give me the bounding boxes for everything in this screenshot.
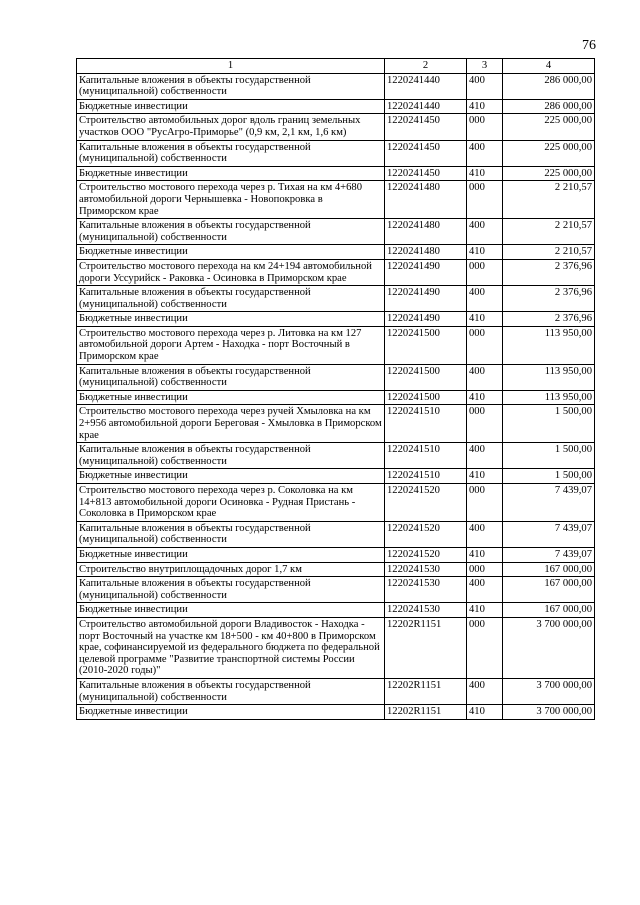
table-row xyxy=(77,705,595,720)
expense-name: Капитальные вложения в объекты государственной (муниципальной) собственности xyxy=(77,577,385,603)
amount: 113 950,00 xyxy=(503,326,595,364)
expense-type: 400 xyxy=(467,219,503,245)
table-row xyxy=(77,286,595,312)
table-row xyxy=(77,245,595,260)
column-header: 2 xyxy=(385,59,467,74)
target-code: 1220241510 xyxy=(385,469,467,484)
amount: 2 376,96 xyxy=(503,259,595,285)
table-row xyxy=(77,484,595,522)
table-row xyxy=(77,562,595,577)
expense-type: 410 xyxy=(467,312,503,327)
target-code: 12202R1151 xyxy=(385,678,467,704)
expense-name: Капитальные вложения в объекты государственной (муниципальной) собственности xyxy=(77,140,385,166)
expense-type: 000 xyxy=(467,326,503,364)
target-code: 1220241490 xyxy=(385,259,467,285)
target-code: 1220241500 xyxy=(385,364,467,390)
column-header: 4 xyxy=(503,59,595,74)
expense-name: Строительство мостового перехода через р. Литовка на км 127 автомобильной дороги Артем - Находка - порт Восточный в Приморском крае xyxy=(77,326,385,364)
expense-name: Капитальные вложения в объекты государственной (муниципальной) собственности xyxy=(77,521,385,547)
amount: 3 700 000,00 xyxy=(503,617,595,678)
expense-type: 000 xyxy=(467,181,503,219)
expense-type: 400 xyxy=(467,521,503,547)
table-row xyxy=(77,312,595,327)
amount: 167 000,00 xyxy=(503,577,595,603)
expense-type: 400 xyxy=(467,73,503,99)
expense-name: Строительство внутриплощадочных дорог 1,7 км xyxy=(77,562,385,577)
expense-type: 400 xyxy=(467,443,503,469)
expense-name: Капитальные вложения в объекты государственной (муниципальной) собственности xyxy=(77,364,385,390)
amount: 225 000,00 xyxy=(503,114,595,140)
expense-name: Строительство автомобильных дорог вдоль границ земельных участков ООО "РусАгро-Приморье" (0,9 км, 2,1 км, 1,6 км) xyxy=(77,114,385,140)
target-code: 1220241450 xyxy=(385,114,467,140)
amount: 2 376,96 xyxy=(503,286,595,312)
expense-name: Капитальные вложения в объекты государственной (муниципальной) собственности xyxy=(77,73,385,99)
target-code: 1220241530 xyxy=(385,577,467,603)
table-row xyxy=(77,443,595,469)
expense-name: Бюджетные инвестиции xyxy=(77,166,385,181)
expense-type: 410 xyxy=(467,547,503,562)
target-code: 1220241500 xyxy=(385,326,467,364)
target-code: 1220241450 xyxy=(385,140,467,166)
target-code: 1220241440 xyxy=(385,73,467,99)
table-row xyxy=(77,577,595,603)
expense-name: Капитальные вложения в объекты государственной (муниципальной) собственности xyxy=(77,219,385,245)
expense-type: 410 xyxy=(467,603,503,618)
table-row xyxy=(77,219,595,245)
amount: 286 000,00 xyxy=(503,99,595,114)
target-code: 1220241490 xyxy=(385,312,467,327)
amount: 2 210,57 xyxy=(503,181,595,219)
amount: 3 700 000,00 xyxy=(503,705,595,720)
table-row xyxy=(77,547,595,562)
amount: 3 700 000,00 xyxy=(503,678,595,704)
target-code: 1220241490 xyxy=(385,286,467,312)
amount: 225 000,00 xyxy=(503,166,595,181)
table-row xyxy=(77,73,595,99)
target-code: 1220241520 xyxy=(385,484,467,522)
table-row xyxy=(77,181,595,219)
expense-type: 400 xyxy=(467,678,503,704)
column-header: 3 xyxy=(467,59,503,74)
expense-name: Строительство мостового перехода через р. Тихая на км 4+680 автомобильной дороги Чернышевка - Новопокровка в Приморском крае xyxy=(77,181,385,219)
expense-type: 400 xyxy=(467,364,503,390)
amount: 1 500,00 xyxy=(503,405,595,443)
expense-type: 400 xyxy=(467,140,503,166)
table-row xyxy=(77,259,595,285)
table-row xyxy=(77,99,595,114)
amount: 7 439,07 xyxy=(503,521,595,547)
target-code: 1220241530 xyxy=(385,603,467,618)
table-row xyxy=(77,678,595,704)
amount: 1 500,00 xyxy=(503,443,595,469)
expense-name: Бюджетные инвестиции xyxy=(77,245,385,260)
expense-name: Бюджетные инвестиции xyxy=(77,99,385,114)
expense-type: 000 xyxy=(467,484,503,522)
amount: 2 210,57 xyxy=(503,245,595,260)
table-row xyxy=(77,469,595,484)
expense-type: 410 xyxy=(467,245,503,260)
amount: 286 000,00 xyxy=(503,73,595,99)
target-code: 12202R1151 xyxy=(385,705,467,720)
target-code: 1220241520 xyxy=(385,547,467,562)
table-row xyxy=(77,326,595,364)
expense-type: 000 xyxy=(467,114,503,140)
target-code: 1220241510 xyxy=(385,405,467,443)
expense-name: Бюджетные инвестиции xyxy=(77,469,385,484)
column-header: 1 xyxy=(77,59,385,74)
expense-type: 000 xyxy=(467,259,503,285)
target-code: 1220241510 xyxy=(385,443,467,469)
table-row xyxy=(77,364,595,390)
expense-type: 410 xyxy=(467,390,503,405)
expense-type: 410 xyxy=(467,705,503,720)
expense-name: Строительство автомобильной дороги Владивосток - Находка - порт Восточный на участке км 18+500 - км 40+800 в Приморском крае, софинансируемой из федерального бюджета по федеральной целевой программе "Развитие транспортной системы России (2010-2020 годы)" xyxy=(77,617,385,678)
target-code: 1220241520 xyxy=(385,521,467,547)
target-code: 1220241450 xyxy=(385,166,467,181)
expense-name: Капитальные вложения в объекты государственной (муниципальной) собственности xyxy=(77,286,385,312)
expense-name: Бюджетные инвестиции xyxy=(77,390,385,405)
expense-name: Капитальные вложения в объекты государственной (муниципальной) собственности xyxy=(77,443,385,469)
target-code: 1220241500 xyxy=(385,390,467,405)
amount: 2 376,96 xyxy=(503,312,595,327)
expense-name: Капитальные вложения в объекты государственной (муниципальной) собственности xyxy=(77,678,385,704)
table-row xyxy=(77,617,595,678)
amount: 7 439,07 xyxy=(503,547,595,562)
expense-type: 410 xyxy=(467,99,503,114)
target-code: 12202R1151 xyxy=(385,617,467,678)
expense-type: 410 xyxy=(467,166,503,181)
table-row xyxy=(77,114,595,140)
expense-type: 410 xyxy=(467,469,503,484)
expense-name: Бюджетные инвестиции xyxy=(77,547,385,562)
expense-name: Строительство мостового перехода через р. Соколовка на км 14+813 автомобильной дороги Осиновка - Рудная Пристань - Соколовка в Приморском крае xyxy=(77,484,385,522)
table-row xyxy=(77,140,595,166)
target-code: 1220241440 xyxy=(385,99,467,114)
expense-type: 400 xyxy=(467,286,503,312)
target-code: 1220241530 xyxy=(385,562,467,577)
expense-name: Бюджетные инвестиции xyxy=(77,603,385,618)
amount: 225 000,00 xyxy=(503,140,595,166)
table-row xyxy=(77,521,595,547)
amount: 167 000,00 xyxy=(503,603,595,618)
amount: 113 950,00 xyxy=(503,364,595,390)
table-row xyxy=(77,405,595,443)
expense-type: 000 xyxy=(467,562,503,577)
table-row xyxy=(77,166,595,181)
target-code: 1220241480 xyxy=(385,219,467,245)
expense-name: Бюджетные инвестиции xyxy=(77,312,385,327)
expense-name: Строительство мостового перехода на км 24+194 автомобильной дороги Уссурийск - Раковка - Осиновка в Приморском крае xyxy=(77,259,385,285)
expense-type: 000 xyxy=(467,617,503,678)
expense-name: Строительство мостового перехода через ручей Хмыловка на км 2+956 автомобильной дороги Береговая - Хмыловка в Приморском крае xyxy=(77,405,385,443)
table-row xyxy=(77,390,595,405)
table-row xyxy=(77,603,595,618)
amount: 167 000,00 xyxy=(503,562,595,577)
table-header-row xyxy=(77,59,595,74)
amount: 113 950,00 xyxy=(503,390,595,405)
expense-name: Бюджетные инвестиции xyxy=(77,705,385,720)
target-code: 1220241480 xyxy=(385,181,467,219)
page-number: 76 xyxy=(582,38,596,53)
budget-table xyxy=(76,58,595,720)
amount: 7 439,07 xyxy=(503,484,595,522)
expense-type: 400 xyxy=(467,577,503,603)
expense-type: 000 xyxy=(467,405,503,443)
amount: 2 210,57 xyxy=(503,219,595,245)
target-code: 1220241480 xyxy=(385,245,467,260)
amount: 1 500,00 xyxy=(503,469,595,484)
